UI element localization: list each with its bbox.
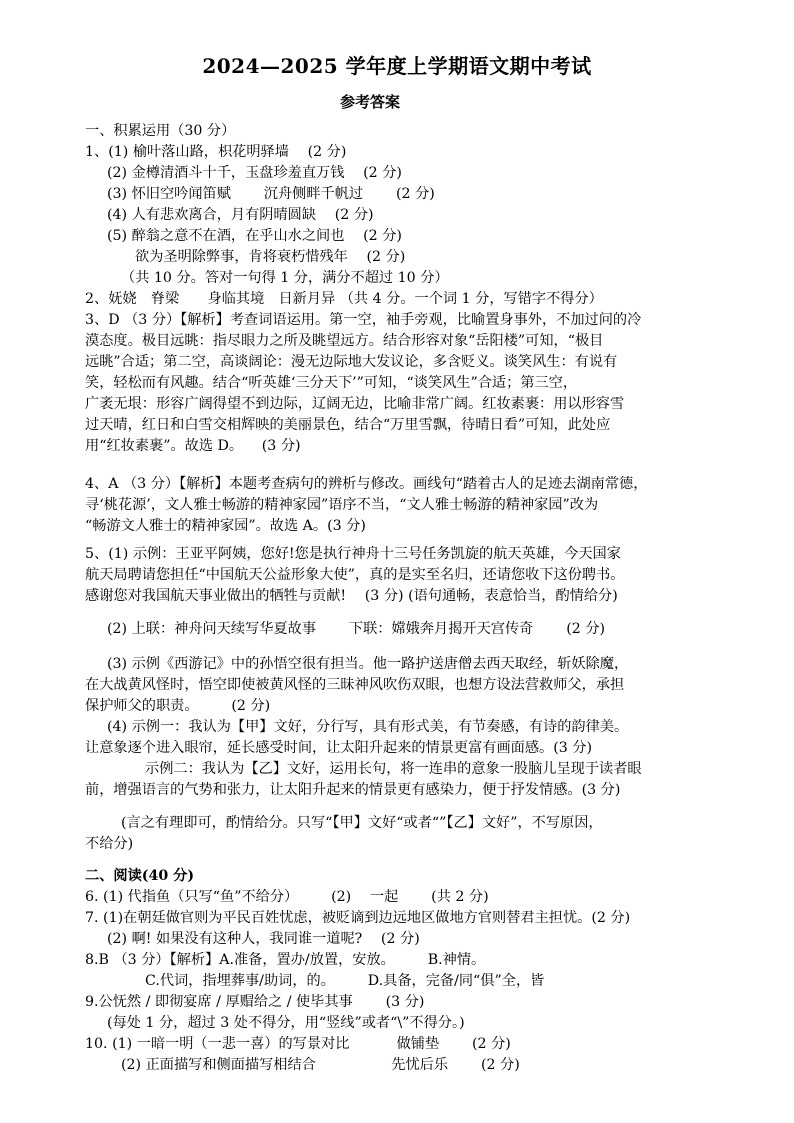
q4-line: 4、A （3 分）【解析】本题考查病句的辨析与修改。画线句“踏着古人的足迹去湖南常德， <box>85 476 648 492</box>
q3-line: 3、D （3 分）【解析】考查词语运用。第一空，袖手旁观，比喻置身事外，不加过问的冷 <box>85 312 642 328</box>
reading-answer-line: (2) 啊! 如果没有这种人，我同谁一道呢? (2 分) <box>107 931 420 947</box>
reading-answer-line: 6. (1) 代指鱼（只写“鱼”不给分） (2) 一起 (共 2 分) <box>85 889 489 905</box>
answer-key-subtitle: 参考答案 <box>340 93 401 111</box>
reading-answer-line: (2) 正面描写和侧面描写相结合 先忧后乐 (2 分) <box>121 1057 520 1073</box>
q1-line: 1、(1) 榆叶落山路，枳花明驿墙 (2 分) <box>85 144 347 160</box>
reading-answer-line: C.代词，指埋葬事/助词，的。 D.具备，完备/同“俱”全，皆 <box>145 973 545 989</box>
q1-line: (5) 醉翁之意不在酒，在乎山水之间也 (2 分) <box>107 228 402 244</box>
q3-line: 过天晴，红日和白雪交相辉映的美丽景色，结合“万里雪飘，待晴日看”可知，此处应 <box>85 417 611 433</box>
q4-line: 寻‘桃花源’，文人雅士畅游的精神家园”语序不当，“文人雅士畅游的精神家园”改为 <box>85 497 599 513</box>
section2-heading: 二、阅读(40 分) <box>85 868 195 884</box>
q5-2-couplet: (2) 上联：神舟问天续写华夏故事 下联：嫦娥奔月揭开天宫传奇 (2 分) <box>107 621 606 637</box>
q5-4-line: 前，增强语言的气势和张力，让太阳升起来的情景更有感染力，便于抒发情感。(3 分) <box>85 782 621 798</box>
q1-line: 欲为圣明除弊事，肯将衰朽惜残年 (2 分) <box>135 249 406 265</box>
q3-line: 广袤无垠：形容广阔得望不到边际，辽阔无边，比喻非常广阔。红妆素裹：用以形容雪 <box>85 396 625 412</box>
reading-answer-line: 7. (1)在朝廷做官则为平民百姓忧虑，被贬谪到边远地区做地方官则替君主担忧。(2 分) <box>85 910 631 926</box>
q5-4-line: (4) 示例一：我认为【甲】文好，分行写，具有形式美，有节奏感，有诗的韵律美。 <box>107 719 629 735</box>
q5-1-line: 航天局聘请您担任“中国航天公益形象大使”，真的是实至名归，还请您收下这份聘书。 <box>85 567 625 583</box>
q1-line: (3) 怀旧空吟闻笛赋 沉舟侧畔千帆过 (2 分) <box>107 186 435 202</box>
q5-1-line: 5、(1) 示例：王亚平阿姨，您好!您是执行神舟十三号任务凯旋的航天英雄，今天国家 <box>85 546 621 562</box>
q5-3-line: (3) 示例《西游记》中的孙悟空很有担当。他一路护送唐僧去西天取经，斩妖除魔， <box>107 656 629 672</box>
reading-answer-line: 8.B （3 分）【解析】A.准备，置办/放置，安放。 B.神情。 <box>85 952 486 968</box>
section1-heading: 一、积累运用（30 分） <box>85 123 236 139</box>
q3-line: 用“红妆素裹”。故选 D。 (3 分) <box>85 438 301 454</box>
q3-line: 漠态度。极目远眺：指尽眼力之所及眺望远方。结合形容对象“岳阳楼”可知，“极目 <box>85 333 604 349</box>
exam-title: 2024—2025 学年度上学期语文期中考试 <box>202 54 592 78</box>
q1-note: （共 10 分。答对一句得 1 分，满分不超过 10 分） <box>121 270 449 286</box>
q3-line: 远眺”合适；第二空，高谈阔论：漫无边际地大发议论，多含贬义。谈笑风生：有说有 <box>85 354 618 370</box>
reading-answer-line: 9.公怃然 / 即彻宴席 / 厚赗给之 / 使毕其事 (3 分) <box>85 994 425 1010</box>
q5-3-line: 保护师父的职责。 (2 分) <box>85 698 271 714</box>
reading-answer-line: (每处 1 分，超过 3 处不得分，用“竖线”或者“\”不得分。) <box>107 1015 465 1031</box>
q5-note: 不给分) <box>85 836 134 852</box>
q1-line: (4) 人有悲欢离合，月有阴晴圆缺 (2 分) <box>107 207 374 223</box>
q5-3-line: 在大战黄风怪时，悟空即使被黄风怪的三昧神风吹伤双眼，也想方设法营救师父，承担 <box>85 677 625 693</box>
q5-note: (言之有理即可，酌情给分。只写“【甲】文好“或者“”【乙】文好”，不写原因， <box>121 815 603 831</box>
q5-1-line: 感谢您对我国航天事业做出的牺牲与贡献! (3 分) (语句通畅，表意恰当，酌情给分) <box>85 588 618 604</box>
q3-line: 笑，轻松而有风趣。结合“听英雄‘三分天下’”可知，“谈笑风生”合适；第三空， <box>85 375 578 391</box>
q1-line: (2) 金樽清酒斗十千，玉盘珍羞直万钱 (2 分) <box>107 165 402 181</box>
q5-4-line: 示例二：我认为【乙】文好，运用长句，将一连串的意象一股脑儿呈现于读者眼 <box>145 761 642 777</box>
reading-answer-line: 10. (1) 一暗一明（一悲一喜）的写景对比 做铺垫 (2 分) <box>85 1036 511 1052</box>
q2-answer: 2、妩娆 脊梁 身临其境 日新月异 （共 4 分。一个词 1 分，写错字不得分） <box>85 291 603 307</box>
q4-line: “畅游文人雅士的精神家园”。故选 A。(3 分) <box>85 518 366 534</box>
q5-4-line: 让意象逐个进入眼帘，延长感受时间，让太阳升起来的情景更富有画面感。(3 分) <box>85 740 592 756</box>
